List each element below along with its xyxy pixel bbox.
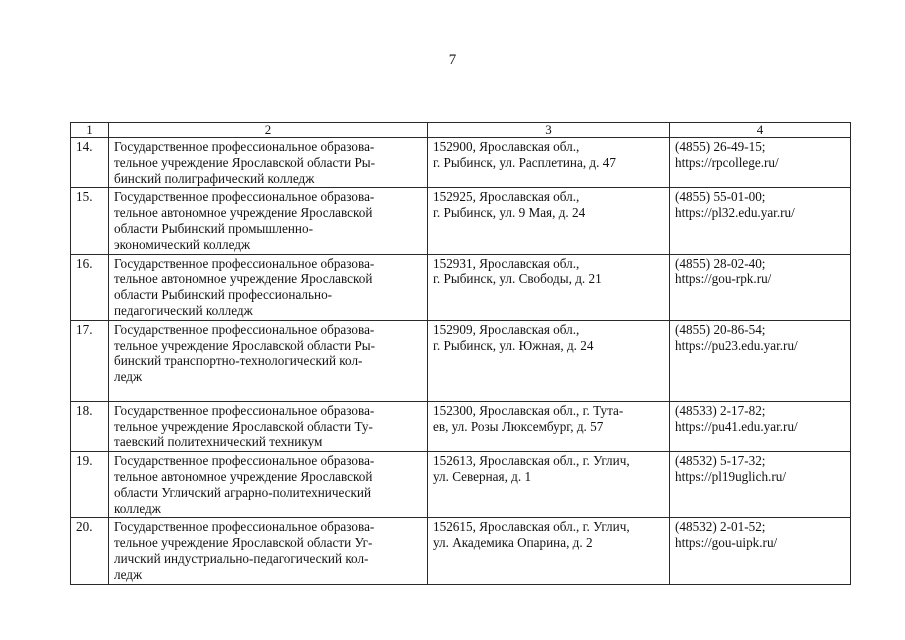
table-row bbox=[71, 138, 851, 188]
name-line: области Рыбинский профессионально- bbox=[114, 287, 333, 303]
institution-name bbox=[109, 401, 428, 451]
name-line: области Угличский аграрно-политехнический bbox=[114, 484, 372, 500]
row-number: 20. bbox=[71, 518, 109, 584]
address-line: 152613, Ярославская обл., г. Углич, bbox=[433, 453, 630, 469]
name-line: тельное учреждение Ярославской области Ры- bbox=[114, 337, 376, 353]
phone: (48532) 2-01-52; bbox=[675, 519, 766, 535]
website-link[interactable]: https://rpcollege.ru/ bbox=[675, 154, 779, 170]
website-link[interactable]: https://pl32.edu.yar.ru/ bbox=[675, 205, 795, 221]
institution-contact bbox=[670, 254, 851, 320]
address-line: ев, ул. Розы Люксембург, д. 57 bbox=[433, 418, 604, 434]
table-row bbox=[71, 401, 851, 451]
phone: (4855) 55-01-00; bbox=[675, 189, 766, 205]
name-line: Государственное профессиональное образова- bbox=[114, 321, 375, 337]
table-row bbox=[71, 320, 851, 401]
column-header-2: 2 bbox=[109, 123, 428, 138]
name-line: тельное учреждение Ярославской области Ту- bbox=[114, 418, 373, 434]
institution-address bbox=[428, 138, 670, 188]
name-line: бинский транспортно-технологический кол- bbox=[114, 353, 363, 369]
website-link[interactable]: https://gou-uipk.ru/ bbox=[675, 535, 778, 551]
name-line: Государственное профессиональное образова- bbox=[114, 189, 375, 205]
address-line: ул. Академика Опарина, д. 2 bbox=[433, 535, 593, 551]
institution-name bbox=[109, 188, 428, 254]
institution-address bbox=[428, 320, 670, 401]
institution-contact bbox=[670, 188, 851, 254]
name-line: ледж bbox=[114, 566, 143, 582]
column-header-3: 3 bbox=[428, 123, 670, 138]
address-line: 152925, Ярославская обл., bbox=[433, 189, 580, 205]
institution-name bbox=[109, 518, 428, 584]
institutions-table bbox=[70, 122, 851, 585]
address-line: г. Рыбинск, ул. Южная, д. 24 bbox=[433, 337, 594, 353]
address-line: 152931, Ярославская обл., bbox=[433, 255, 580, 271]
address-line: 152615, Ярославская обл., г. Углич, bbox=[433, 519, 630, 535]
name-line: Государственное профессиональное образова- bbox=[114, 453, 375, 469]
name-line: таевский политехнический техникум bbox=[114, 434, 323, 450]
name-line: бинский полиграфический колледж bbox=[114, 170, 315, 186]
row-number: 15. bbox=[71, 188, 109, 254]
name-line: экономический колледж bbox=[114, 236, 251, 252]
website-link[interactable]: https://gou-rpk.ru/ bbox=[675, 271, 772, 287]
name-line: педагогический колледж bbox=[114, 302, 253, 318]
phone: (48532) 5-17-32; bbox=[675, 453, 766, 469]
institution-contact bbox=[670, 518, 851, 584]
name-line: Государственное профессиональное образова- bbox=[114, 402, 375, 418]
table-row bbox=[71, 188, 851, 254]
institution-contact bbox=[670, 320, 851, 401]
name-line: тельное учреждение Ярославской области Ры- bbox=[114, 154, 376, 170]
institution-name bbox=[109, 452, 428, 518]
column-header-4: 4 bbox=[670, 123, 851, 138]
row-number: 17. bbox=[71, 320, 109, 401]
column-header-1: 1 bbox=[71, 123, 109, 138]
website-link[interactable]: https://pl19uglich.ru/ bbox=[675, 468, 786, 484]
institution-address bbox=[428, 401, 670, 451]
address-line: 152300, Ярославская обл., г. Тута- bbox=[433, 402, 624, 418]
name-line: личский индустриально-педагогический кол- bbox=[114, 550, 369, 566]
website-link[interactable]: https://pu23.edu.yar.ru/ bbox=[675, 337, 798, 353]
table-row bbox=[71, 518, 851, 584]
institution-name bbox=[109, 254, 428, 320]
name-line: колледж bbox=[114, 500, 161, 516]
page-number: 7 bbox=[448, 52, 457, 68]
name-line: тельное автономное учреждение Ярославской bbox=[114, 271, 373, 287]
name-line: Государственное профессиональное образова- bbox=[114, 519, 375, 535]
name-line: тельное учреждение Ярославской области Уг- bbox=[114, 535, 373, 551]
phone: (4855) 28-02-40; bbox=[675, 255, 766, 271]
row-number: 19. bbox=[71, 452, 109, 518]
institution-contact bbox=[670, 401, 851, 451]
name-line: тельное автономное учреждение Ярославской bbox=[114, 468, 373, 484]
institution-contact bbox=[670, 452, 851, 518]
institution-address bbox=[428, 188, 670, 254]
name-line: Государственное профессиональное образова- bbox=[114, 139, 375, 154]
institution-name bbox=[109, 320, 428, 401]
name-line: области Рыбинский промышленно- bbox=[114, 220, 313, 236]
name-line: ледж bbox=[114, 369, 143, 385]
row-number: 18. bbox=[71, 401, 109, 451]
address-line: г. Рыбинск, ул. Расплетина, д. 47 bbox=[433, 154, 616, 170]
name-line: Государственное профессиональное образова- bbox=[114, 255, 375, 271]
institution-address bbox=[428, 518, 670, 584]
table-header-row bbox=[71, 123, 851, 138]
phone: (4855) 26-49-15; bbox=[675, 139, 766, 154]
phone: (48533) 2-17-82; bbox=[675, 402, 766, 418]
address-line: г. Рыбинск, ул. 9 Мая, д. 24 bbox=[433, 205, 586, 221]
row-number: 14. bbox=[71, 138, 109, 188]
table-row bbox=[71, 254, 851, 320]
institution-contact bbox=[670, 138, 851, 188]
address-line: ул. Северная, д. 1 bbox=[433, 468, 532, 484]
address-line: г. Рыбинск, ул. Свободы, д. 21 bbox=[433, 271, 602, 287]
institution-name bbox=[109, 138, 428, 188]
institution-address bbox=[428, 254, 670, 320]
name-line: тельное автономное учреждение Ярославской bbox=[114, 205, 373, 221]
row-number: 16. bbox=[71, 254, 109, 320]
table-row bbox=[71, 452, 851, 518]
website-link[interactable]: https://pu41.edu.yar.ru/ bbox=[675, 418, 798, 434]
phone: (4855) 20-86-54; bbox=[675, 321, 766, 337]
address-line: 152909, Ярославская обл., bbox=[433, 321, 580, 337]
address-line: 152900, Ярославская обл., bbox=[433, 139, 580, 154]
institution-address bbox=[428, 452, 670, 518]
